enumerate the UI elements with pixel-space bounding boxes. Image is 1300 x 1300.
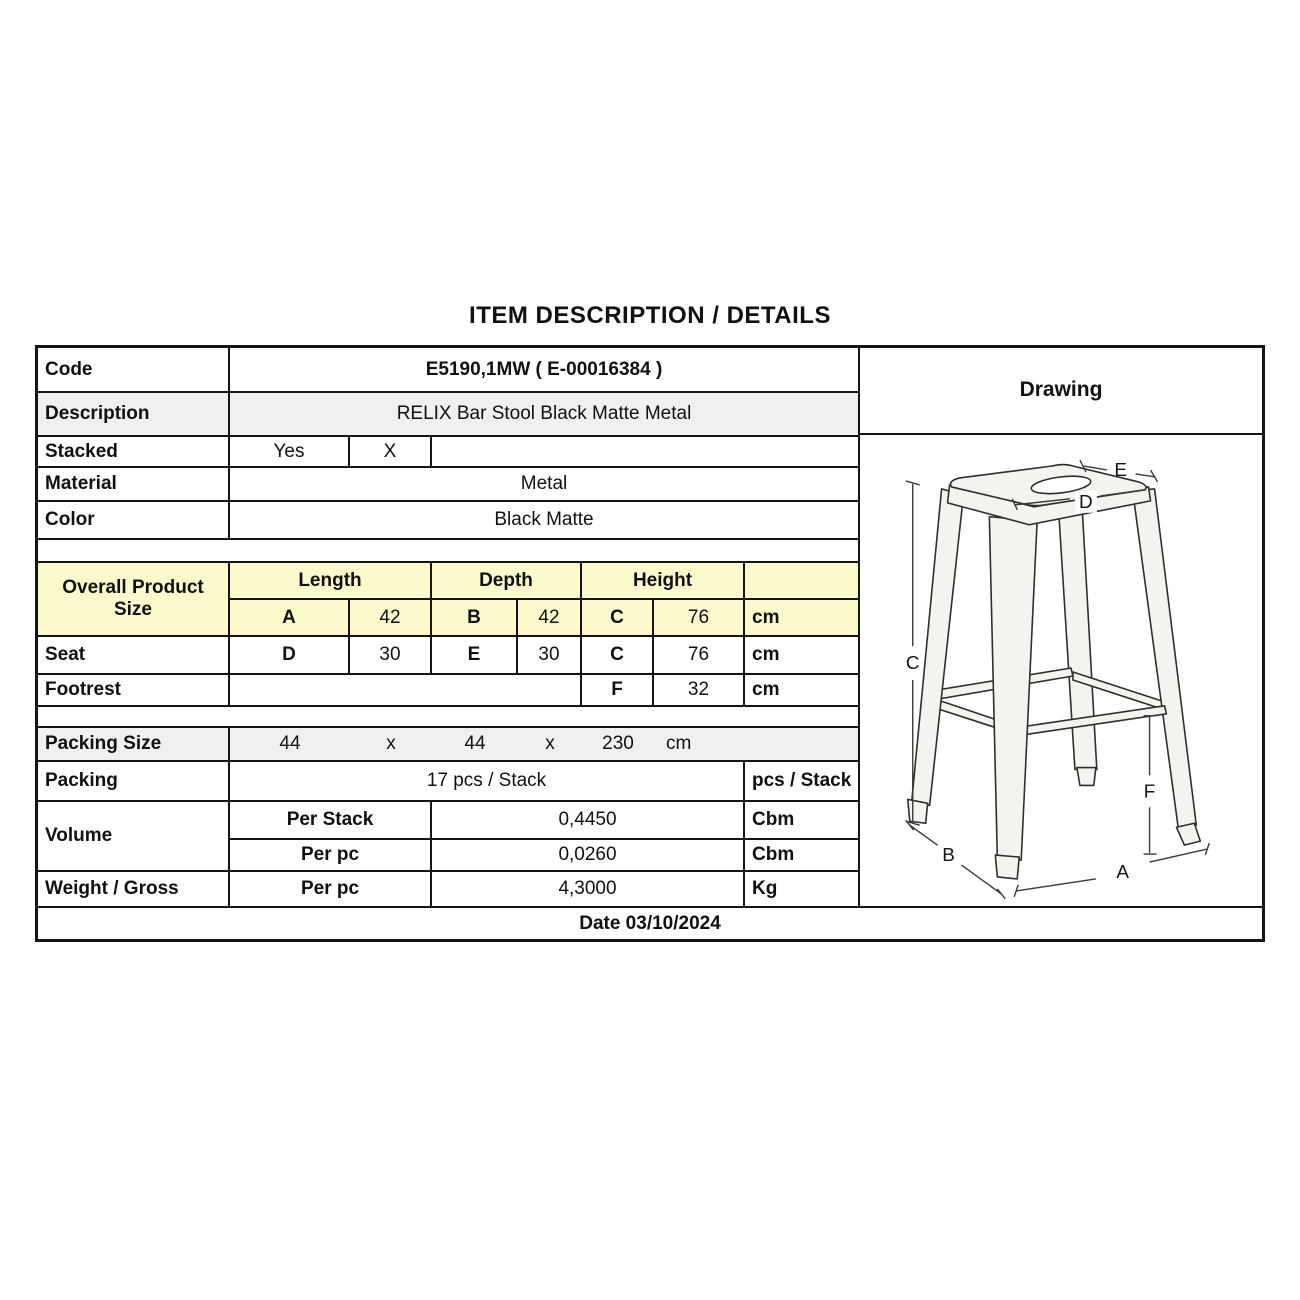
stool-foot-right: [1176, 823, 1200, 845]
depth-header: Depth: [430, 561, 580, 598]
drawing-canvas: [858, 433, 1262, 906]
volume-per-pc-unit: Cbm: [743, 838, 858, 870]
spacer-row: [38, 705, 858, 726]
dim-label-a: A: [1116, 861, 1129, 883]
packing-value: 17 pcs / Stack: [228, 760, 743, 800]
stacked-empty-cell: [430, 435, 858, 466]
seat-label: Seat: [38, 635, 228, 673]
volume-label: Volume: [38, 800, 228, 870]
length-header: Length: [228, 561, 430, 598]
stacked-label: Stacked: [38, 435, 228, 466]
dim-label-f: F: [1143, 781, 1156, 803]
stacked-mark: X: [348, 435, 430, 466]
seat-height-key: C: [580, 635, 652, 673]
weight-unit: Kg: [743, 870, 858, 906]
footrest-label: Footrest: [38, 673, 228, 705]
overall-length-key: A: [228, 598, 348, 635]
spec-table: [35, 345, 1265, 942]
code-value: E5190,1MW ( E-00016384 ): [228, 348, 858, 391]
drawing-panel-title: Drawing: [858, 348, 1262, 433]
stool-foot-left: [908, 799, 928, 823]
seat-unit: cm: [743, 635, 858, 673]
packing-size-dim3: 230: [602, 733, 634, 755]
packing-size-sep: x: [545, 733, 555, 755]
weight-label: Weight / Gross: [38, 870, 228, 906]
stool-foot-front: [995, 855, 1019, 879]
stool-leg-right: [1133, 489, 1197, 829]
material-label: Material: [38, 466, 228, 500]
packing-size-dim1: 44: [279, 733, 301, 755]
size-section-label: Overall Product Size: [38, 561, 228, 635]
dim-label-c: C: [905, 653, 920, 675]
overall-height-key: C: [580, 598, 652, 635]
stool-foot-back: [1077, 768, 1096, 786]
dim-label-d: D: [1079, 491, 1093, 513]
color-label: Color: [38, 500, 228, 538]
overall-unit: cm: [743, 598, 858, 635]
seat-length-key: D: [228, 635, 348, 673]
weight-key: Per pc: [228, 870, 430, 906]
footrest-height-value: 32: [652, 673, 743, 705]
footrest-unit: cm: [743, 673, 858, 705]
height-header: Height: [580, 561, 743, 598]
stool-leg-front: [989, 517, 1037, 860]
volume-per-stack-key: Per Stack: [228, 800, 430, 838]
packing-label: Packing: [38, 760, 228, 800]
dim-label-e: E: [1114, 459, 1128, 481]
spacer-row: [38, 538, 858, 561]
seat-height-value: 76: [652, 635, 743, 673]
description-value: RELIX Bar Stool Black Matte Metal: [228, 391, 858, 435]
footrest-empty-cell: [228, 673, 580, 705]
dimension-line-b: [906, 820, 1006, 899]
volume-per-pc-value: 0,0260: [430, 838, 743, 870]
packing-size-sep: x: [386, 733, 396, 755]
volume-per-stack-value: 0,4450: [430, 800, 743, 838]
packing-size-values: [228, 726, 858, 760]
stool-drawing: [860, 434, 1262, 906]
overall-depth-value: 42: [516, 598, 580, 635]
material-value: Metal: [228, 466, 858, 500]
packing-size-label: Packing Size: [38, 726, 228, 760]
seat-depth-value: 30: [516, 635, 580, 673]
code-label: Code: [45, 358, 93, 380]
footrest-height-key: F: [580, 673, 652, 705]
seat-depth-key: E: [430, 635, 516, 673]
dim-label-b: B: [942, 845, 955, 867]
seat-length-value: 30: [348, 635, 430, 673]
description-label: Description: [38, 391, 228, 435]
stool-leg-left: [912, 489, 964, 805]
packing-size-unit: cm: [666, 733, 692, 755]
packing-unit: pcs / Stack: [743, 760, 858, 800]
dimension-line-a: [1014, 843, 1209, 897]
volume-per-stack-unit: Cbm: [743, 800, 858, 838]
overall-height-value: 76: [652, 598, 743, 635]
packing-size-dim2: 44: [464, 733, 486, 755]
date-cell: Date 03/10/2024: [38, 906, 1262, 939]
volume-per-pc-key: Per pc: [228, 838, 430, 870]
weight-value: 4,3000: [430, 870, 743, 906]
overall-depth-key: B: [430, 598, 516, 635]
page-title: ITEM DESCRIPTION / DETAILS: [469, 302, 831, 329]
size-header-empty-cell: [743, 561, 858, 598]
overall-length-value: 42: [348, 598, 430, 635]
stacked-value: Yes: [228, 435, 348, 466]
color-value: Black Matte: [228, 500, 858, 538]
